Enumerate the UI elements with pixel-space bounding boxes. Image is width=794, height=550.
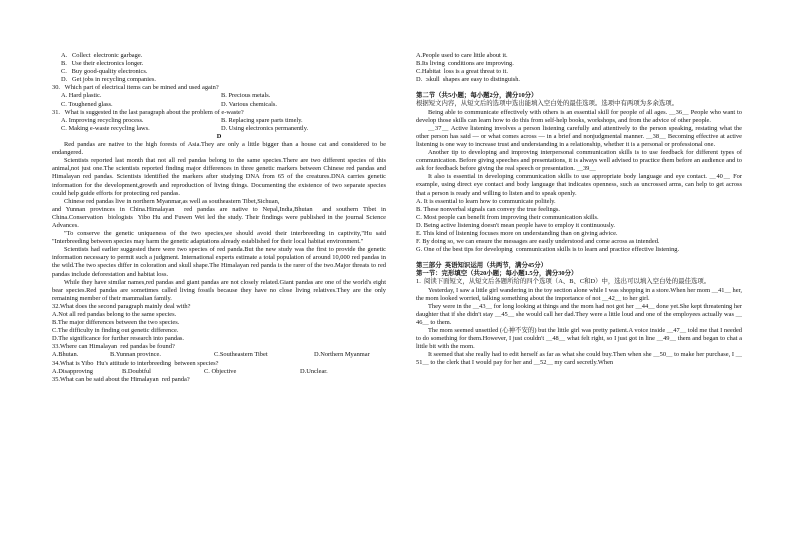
option-a: A.Not all red pandas belong to the same species. [52,311,177,318]
option-d: D.Unclear. [300,367,328,375]
passage-d [52,141,386,303]
option-d: D.Northern Myanmar [314,351,370,359]
q30-options-top [52,52,386,84]
passage-paragraph: They were in the ＿43＿ for long looking at things and the mom had not got her ＿44＿ done yet.She kept threatening her daughter that if she didn't stay ＿45＿ she would call her dad.They were a little loud and one of the employees actually was ＿46＿ to them. [416,302,742,326]
question-33-stem: 33.Where can Himalayan red pandas be found? [52,343,175,351]
option-a: A. Improving recycling process. [61,116,144,124]
option-c: C.Southeastern Tibet [214,351,268,359]
option-b: B. Replacing spare parts timely. [221,116,303,124]
right-column [416,52,742,367]
option-line: C. Buy good-quality electronics. [61,68,148,76]
option-d: D. Using electronics permanently. [221,124,309,132]
passage-paragraph: Red pandas are native to the high forests of Asia.They are only a little bigger than a house cat and considered to be endangered. [52,141,386,157]
passage-paragraph: Being able to communicate effectively with others is an essential skill for people of all ages. ＿36＿ People who want to develop those skills can learn how to do this from self-help books, workshops, and from the advice of other people. [416,108,742,124]
option-c: C.Habitat loss is a great threat to it. [416,68,508,76]
option-line: F. By doing so, we can ensure the messages are easily understood and come across as intended. [416,238,660,246]
option-line: A. It is essential to learn how to communicate politely. [416,197,556,205]
option-a: A.Bhutan. [52,351,79,359]
part-3-section-1-title: 第一节：完形填空（共20小题；每小题1.5分，满分30分） [416,270,578,278]
question-32-stem: 32.What does the second paragraph mainly deal with? [52,302,191,310]
option-a: A.People used to care little about it. [416,52,508,59]
passage-paragraph: Yesterday, I saw a little girl wandering in the toy section alone while I was shopping in a store.When her mom ＿41＿ her, the mom looked worried, talking something about the importance of not ＿42＿ to her girl. [416,286,742,302]
question-31-options [52,117,386,133]
option-c: C. Making e-waste recycling laws. [61,124,150,132]
option-d: D.The significance for further research into pandas. [52,335,185,343]
option-line: G. One of the best tips for developing communication skills is to learn and practice effective listening. [416,246,680,254]
section-2-instruction: 根据短文内容，从短文后的选项中选出能填入空白处的最佳选项。选项中有两项为多余选项。 [416,100,679,108]
option-b: B.Its living conditions are improving. [416,60,514,68]
question-35-options [416,52,742,84]
option-d: D. Various chemicals. [221,100,277,108]
section-2-title: 第二节（共5小题；每小题2分，满分10分） [416,92,538,100]
passage-paragraph: While they have similar names,red pandas and giant pandas are not closely related.Giant pandas are one of the world's eight bear species.Red pandas are sometimes called living fossils because they have no close living relatives.They are the only remaining member of their mammalian family. [52,278,386,302]
section-2-options [416,198,742,255]
passage-paragraph: Another tip to developing and improving interpersonal communication skills is to use feedback for different types of communication. Before giving speeches and presentations, it is always well advised to practice them before an audience and to ask for feedback before giving the real speech or presentation. ＿39＿ [416,149,742,173]
passage-paragraph: Chinese red pandas live in northern Myanmar,as well as southeastern Tibet,Sichuan, [64,197,280,205]
part-3-instruction: 1. 阅读下面短文，从短文后各题所给的四个选项（A、B、C和D）中，选出可以填入空白处的最佳选项。 [416,278,711,286]
option-line: C. Most people can benefit from improving their communication skills. [416,213,599,221]
option-line: D. Get jobs in recycling companies. [61,76,156,84]
option-b: B.Doubtful [122,367,151,375]
passage-paragraph: The mom seemed unsettled (心神不安的) but the little girl was pretty patient.A voice inside ＿47＿ told me that I needed to do something for them.However, I just couldn't ＿48＿ what felt right, so I just got in line ＿49＿ them and began to chat a little bit with the mom. [416,327,742,351]
passage-paragraph: and Yunnan provinces in China.Himalayan red pandas are native to Nepal,India,Bhutan and southern Tibet in China.Conservation biologists Yibo Hu and Fuwen Wei led the study. Their findings were published in the journal Science Advances. [52,205,388,229]
option-line: D. Being active listening doesn't mean people have to employ it continuously. [416,221,615,229]
passage-paragraph: Scientists reported last month that not all red pandas belong to the same species.There are two different species of this animal,not just one.The scientists reported finding major differences in three genetic markers between Chinese red pandas and Himalayan red pandas. Scientists identified the markers after studying DNA from 65 of the creatures.DNA carries genetic information for the development,growth and reproduction of living things. Documenting the existence of two separate species could help guide efforts for protecting red pandas. [52,157,386,197]
option-a: A. Hard plastic. [61,92,102,100]
question-35-stem: 35.What can be said about the Himalayan red panda? [52,375,190,383]
question-30-stem: 30. Which part of electrical items can be mined and used again? [52,84,219,92]
option-b: B.Yunnan province. [110,351,161,359]
option-a: A.Disapproving [52,367,94,375]
passage-paragraph: It seemed that she really had to edit herself as far as what she could buy.Then when she ＿50＿ to make her purchase, I ＿51＿ to the clerk that I would pay for her and ＿52＿ my card secretly.When [416,351,742,367]
left-column [52,52,386,384]
option-line: A. Collect electronic garbage. [61,52,143,59]
passage-paragraph: Scientists had earlier suggested there were two species of red panda.But the new study was the first to provide the genetic information necessary to permit such a judgment. International experts estimate a total population of around 10,000 red pandas in the wild.The two species differ in coloration and skull shape.The Himalayan red panda is the rarer of the two.Major threats to red pandas include deforestation and habitat loss. [52,246,386,278]
option-line: B. These nonverbal signals can convey the true feelings. [416,205,560,213]
passage-paragraph: "To conserve the genetic uniqueness of the two species,we should avoid their interbreeding in captivity,"Hu said "Interbreeding between species may harm the genetic adaptations already established for their local habitat environment." [52,230,386,246]
question-30-options [52,92,386,108]
option-b: B.The major differences between the two species. [52,319,180,327]
question-32-options [52,311,386,343]
question-34-options [52,368,386,376]
option-c: C.The difficulty in finding out genetic difference. [52,327,179,335]
cloze-passage [416,287,742,368]
passage-paragraph: ＿37＿ Active listening involves a person listening carefully and attentively to the person speaking, restating what the other person has said — or what comes across — in a brief and nonjudgmental manner. ＿38＿ Becoming effective at active listening is one way to increase trust and understanding in a relationship, whether it is a personal or professional one. [416,124,742,148]
part-3-title: 第三部分 英语知识运用（共两节，满分45分） [416,262,548,270]
question-33-options [52,351,386,359]
option-line: E. This kind of listening focuses more on understanding than on giving advice. [416,229,618,237]
option-c: C. Toughened glass. [61,100,113,108]
option-d: D. :skull shapes are easy to distinguish. [416,76,521,84]
passage-letter: D [216,132,222,140]
question-31-stem: 31. What is suggested in the last paragraph about the problem of e-waste? [52,108,244,116]
passage-paragraph: It also is essential in developing communication skills to use appropriate body language and eye contact. ＿40＿ For example, using direct eye contact and body language that indicates openness, such as uncrossed arms, can help to get across that a person is ready and willing to listen and to speak openly. [416,173,742,197]
option-line: B. Use their electronics longer. [61,60,144,68]
section-2-passage [416,109,742,198]
option-b: B. Precious metals. [221,92,271,100]
question-34-stem: 34.What is Yibo Hu's attitude to interbreeding between species? [52,359,219,367]
option-c: C. Objective [204,367,237,375]
